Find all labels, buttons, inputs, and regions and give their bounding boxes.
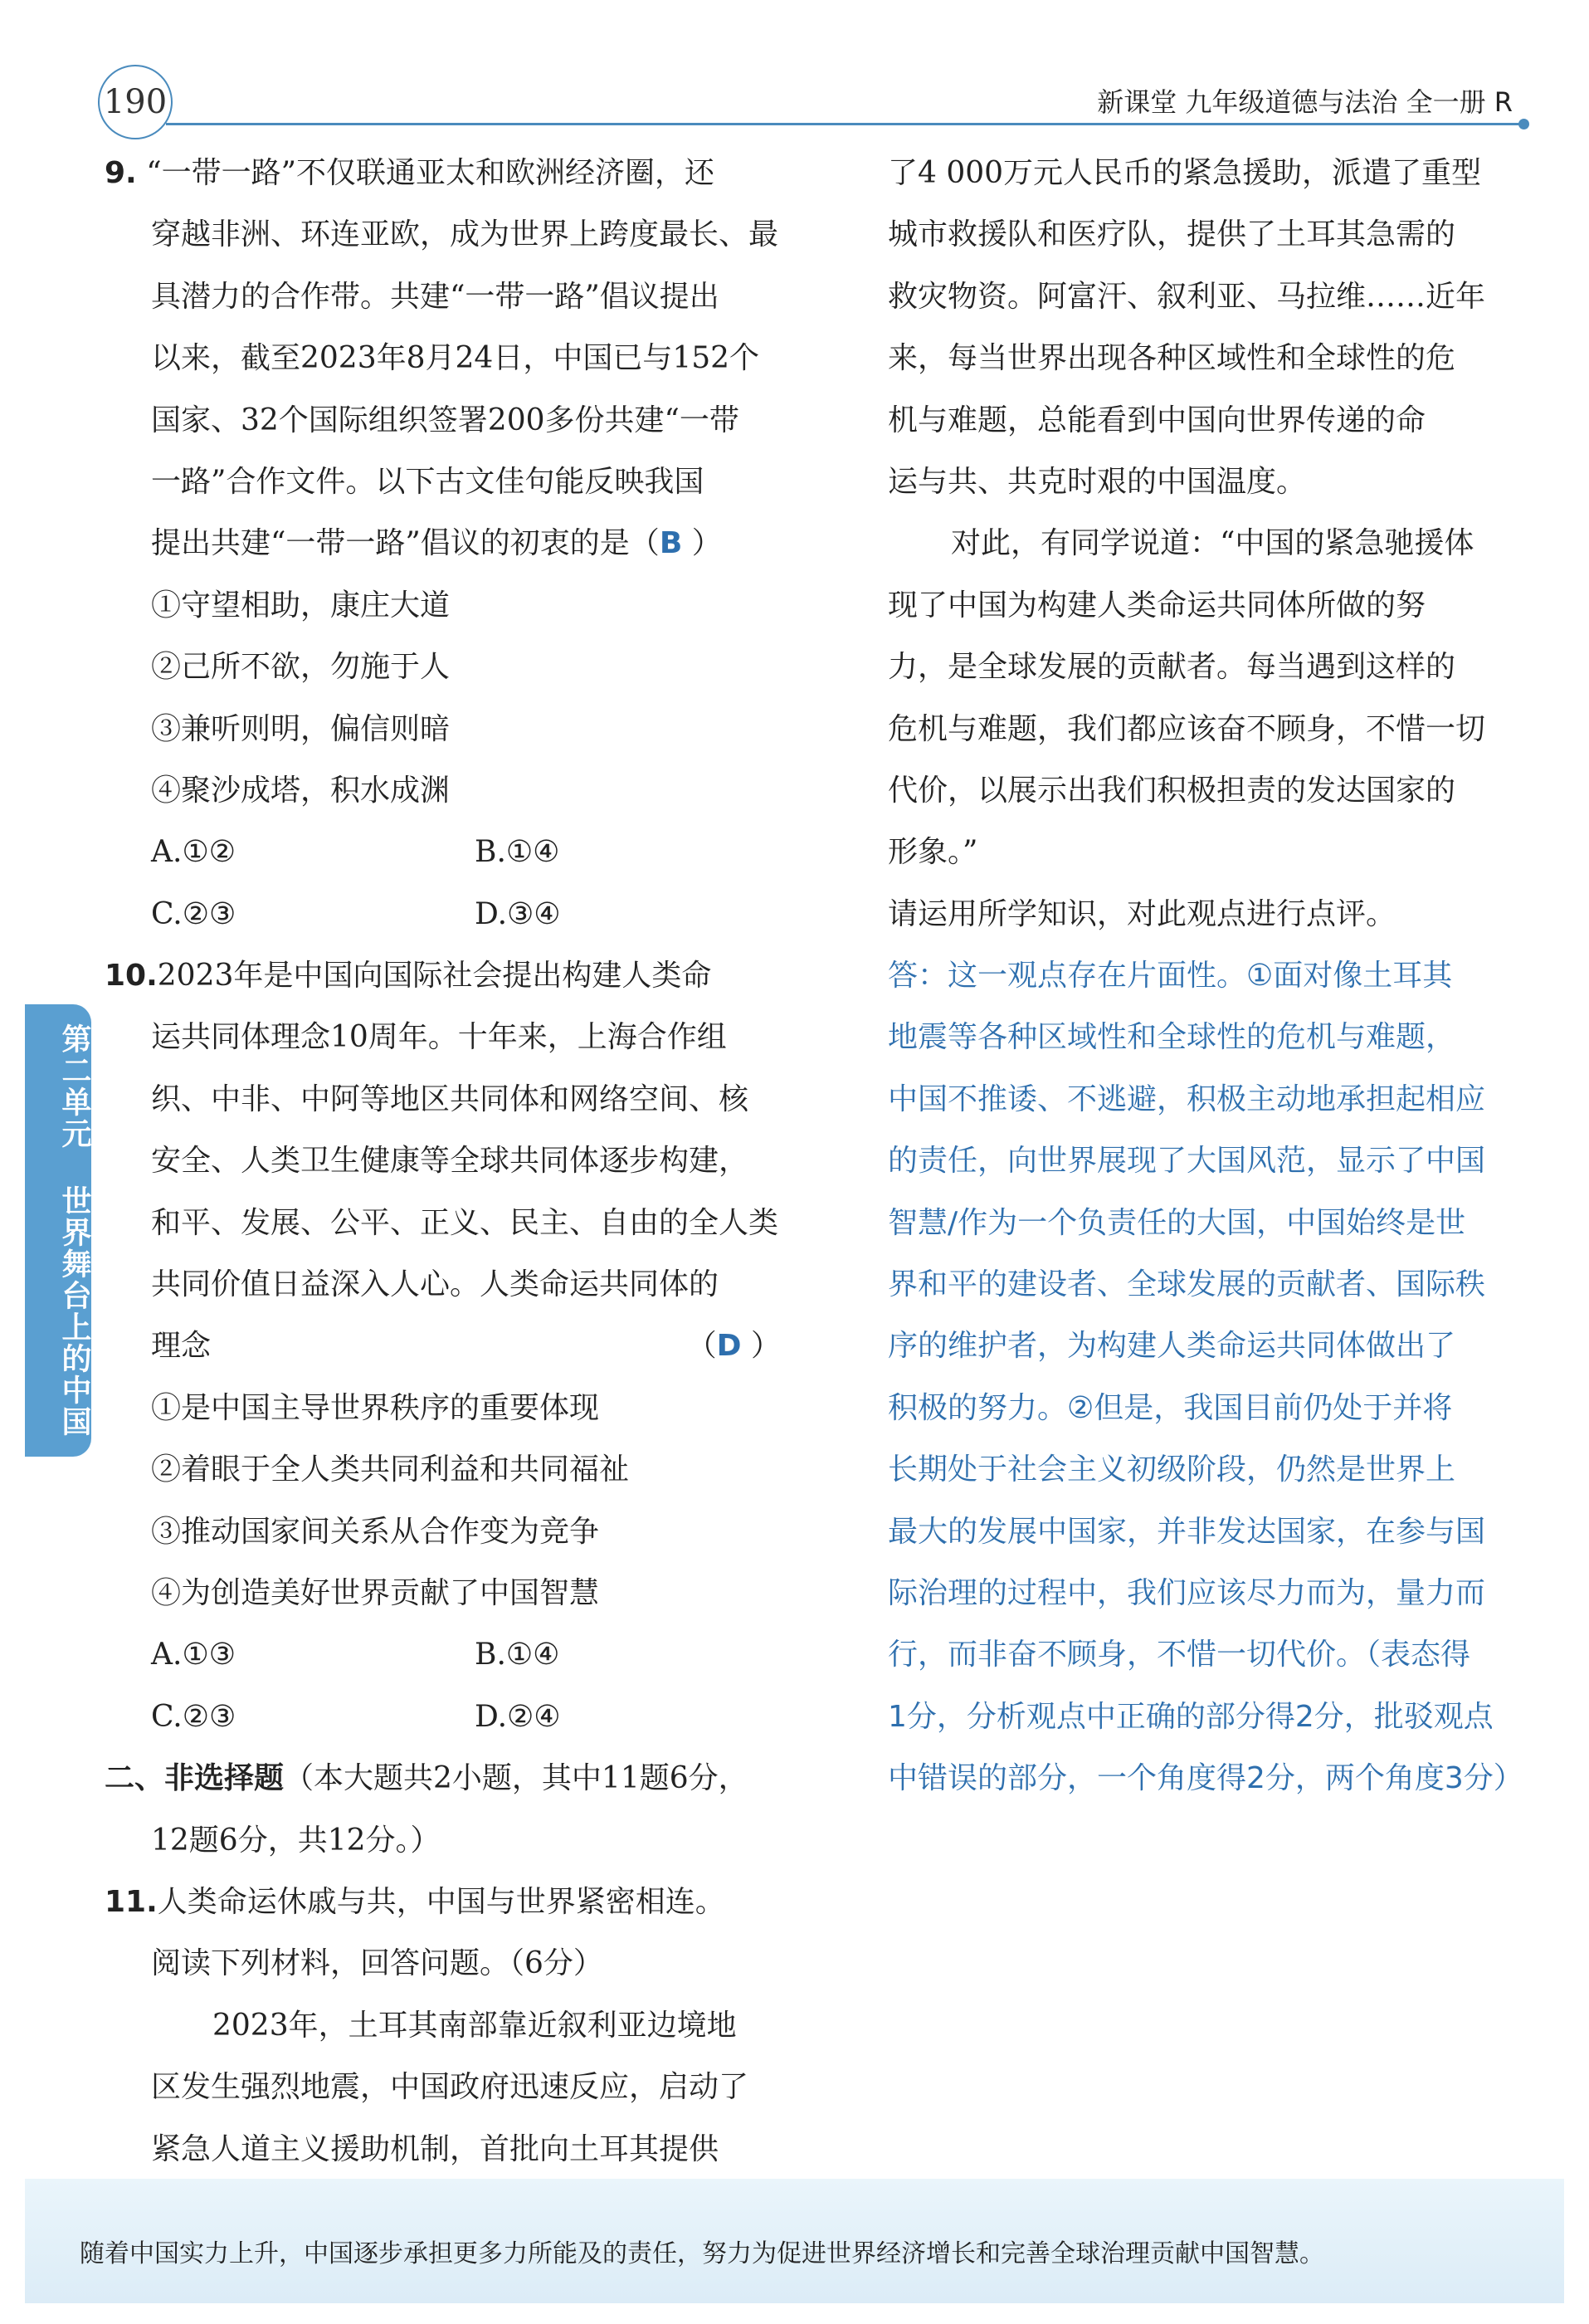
answer-line-14: 中错误的部分，一个角度得2分，两个角度3分） <box>888 1761 1523 1796</box>
q11-number: 11. <box>105 1884 158 1919</box>
q10-line-6 <box>105 1316 781 1377</box>
page-number: 190 <box>98 65 173 139</box>
q9-options-row-2 <box>105 884 781 945</box>
material-cont-1: 了4 000万元人民币的紧急援助，派遣了重型 <box>888 156 1482 190</box>
q9-stem-end: 提出共建“一带一路”倡议的初衷的是（ <box>151 526 660 561</box>
q10-close: ） <box>750 1329 781 1364</box>
q9-number: 9. <box>105 156 137 190</box>
q9-option-a: A.①② <box>151 835 236 870</box>
answer-line-11: 际治理的过程中，我们应该尽力而为，量力而 <box>888 1575 1486 1610</box>
q11-line-1 <box>105 1872 781 1933</box>
header-dot <box>1518 119 1529 129</box>
q10-line-4: 和平、发展、公平、正义、民主、自由的全人类 <box>151 1205 779 1240</box>
question-10 <box>105 945 781 1748</box>
answer-line-5: 智慧/作为一个负责任的大国，中国始终是世 <box>888 1205 1466 1240</box>
q11-line-2: 阅读下列材料，回答问题。（6分） <box>151 1946 603 1981</box>
q10-option-a: A.①③ <box>151 1638 236 1672</box>
q10-line-2: 织、中非、中阿等地区共同体和网络空间、核 <box>151 1081 749 1116</box>
q10-open: （ <box>686 1329 717 1364</box>
opinion-1: 对此，有同学说道：“中国的紧急驰援体 <box>951 526 1474 561</box>
q10-options-row-1 <box>105 1624 781 1686</box>
q9-options-row-1 <box>105 822 781 883</box>
answer-line-1: 答：这一观点存在片面性。①面对像土耳其 <box>888 959 1453 994</box>
q10-text: 2023年是中国向国际社会提出构建人类命 <box>157 959 712 994</box>
q9-line-4: 国家、32个国际组织签署200多份共建“一带 <box>151 403 739 437</box>
q11-material-1: 2023年，土耳其南部靠近叙利亚边境地 <box>212 2008 737 2043</box>
material-cont-4: 来，每当世界出现各种区域性和全球性的危 <box>888 341 1456 376</box>
q10-item-1: ①是中国主导世界秩序的重要体现 <box>151 1390 600 1425</box>
q10-stem-end: 理念 <box>151 1329 212 1364</box>
q9-item-1: ①守望相助，康庄大道 <box>151 588 451 622</box>
q10-options-row-2 <box>105 1687 781 1748</box>
q10-option-b: B.①④ <box>475 1638 560 1672</box>
material-cont-5: 机与难题，总能看到中国向世界传递的命 <box>888 403 1426 437</box>
q9-option-c: C.②③ <box>151 896 236 931</box>
q10-option-c: C.②③ <box>151 1699 236 1734</box>
answer-line-2: 地震等各种区域性和全球性的危机与难题， <box>888 1020 1456 1055</box>
opinion-6: 形象。” <box>888 835 978 870</box>
opinion-2: 现了中国为构建人类命运共同体所做的努 <box>888 588 1426 622</box>
q10-item-2: ②着眼于全人类共同利益和共同福祉 <box>151 1452 630 1487</box>
section-2-line-2: 12题6分，共12分。） <box>151 1823 441 1858</box>
footer-text: 随着中国实力上升，中国逐步承担更多力所能及的责任，努力为促进世界经济增长和完善全球治理贡献中国智慧。 <box>80 2239 1324 2268</box>
q10-item-4: ④为创造美好世界贡献了中国智慧 <box>151 1575 600 1610</box>
q10-line-1: 运共同体理念10周年。十年来，上海合作组 <box>151 1020 727 1055</box>
opinion-3: 力，是全球发展的贡献者。每当遇到这样的 <box>888 650 1456 685</box>
section-2 <box>105 1748 781 1872</box>
q11-text: 人类命运休戚与共，中国与世界紧密相连。 <box>157 1884 725 1919</box>
task-prompt: 请运用所学知识，对此观点进行点评。 <box>888 896 1396 931</box>
section-2-heading: 二、非选择题 <box>105 1761 285 1796</box>
q10-answer-bracket <box>687 1316 781 1377</box>
material-cont-2: 城市救援队和医疗队，提供了土耳其急需的 <box>888 217 1456 252</box>
q9-close: ） <box>691 526 722 561</box>
q9-item-4: ④聚沙成塔，积水成渊 <box>151 773 451 808</box>
q9-line-2: 具潜力的合作带。共建“一带一路”倡议提出 <box>151 279 719 314</box>
answer-line-10: 最大的发展中国家，并非发达国家，在参与国 <box>888 1514 1486 1549</box>
q11-material-2: 区发生强烈地震，中国政府迅速反应，启动了 <box>151 2070 749 2105</box>
side-tab: 第二单元 世界舞台上的中国 <box>25 1004 91 1457</box>
question-11 <box>105 1872 781 2180</box>
q9-option-b: B.①④ <box>475 835 560 870</box>
q9-line-1: 穿越非洲、环连亚欧，成为世界上跨度最长、最 <box>151 217 779 252</box>
q9-item-3: ③兼听则明，偏信则暗 <box>151 711 451 746</box>
q10-item-3: ③推动国家间关系从合作变为竞争 <box>151 1514 600 1549</box>
q10-line-0 <box>105 945 781 1007</box>
left-column <box>105 143 781 2180</box>
right-column <box>888 143 1523 1810</box>
answer-line-12: 行，而非奋不顾身，不惜一切代价。（表态得 <box>888 1638 1471 1672</box>
q9-option-d: D.③④ <box>475 896 561 931</box>
section-2-desc: （本大题共2小题，其中11题6分， <box>284 1761 748 1796</box>
question-9 <box>105 143 781 945</box>
q9-line-3: 以来，截至2023年8月24日，中国已与152个 <box>151 341 760 376</box>
q9-line-6 <box>105 513 781 574</box>
answer-line-4: 的责任，向世界展现了大国风范，显示了中国 <box>888 1144 1486 1179</box>
section-2-line-1 <box>105 1748 781 1809</box>
answer-line-3: 中国不推诿、不逃避，积极主动地承担起相应 <box>888 1081 1486 1116</box>
q10-line-5: 共同价值日益深入人心。人类命运共同体的 <box>151 1267 719 1302</box>
answer-line-13: 1分，分析观点中正确的部分得2分，批驳观点 <box>888 1699 1494 1734</box>
q9-line-0 <box>105 143 781 204</box>
answer-line-7: 序的维护者，为构建人类命运共同体做出了 <box>888 1329 1456 1364</box>
header-title: 新课堂 九年级道德与法治 全一册 R <box>1097 86 1513 118</box>
q9-answer: B <box>659 526 683 561</box>
q10-option-d: D.②④ <box>475 1699 561 1734</box>
answer-line-9: 长期处于社会主义初级阶段，仍然是世界上 <box>888 1452 1456 1487</box>
q10-answer: D <box>716 1329 742 1364</box>
material-cont-6: 运与共、共克时艰的中国温度。 <box>888 464 1307 499</box>
material-cont-3: 救灾物资。阿富汗、叙利亚、马拉维……近年 <box>888 279 1486 314</box>
q10-line-3: 安全、人类卫生健康等全球共同体逐步构建， <box>151 1144 749 1179</box>
q10-number: 10. <box>105 959 158 994</box>
q9-text: “一带一路”不仅联通亚太和欧洲经济圈，还 <box>146 156 714 190</box>
answer-line-8: 积极的努力。②但是，我国目前仍处于并将 <box>888 1390 1453 1425</box>
q9-line-5: 一路”合作文件。以下古文佳句能反映我国 <box>151 464 704 499</box>
opinion-4: 危机与难题，我们都应该奋不顾身，不惜一切 <box>888 711 1486 746</box>
opinion-5: 代价，以展示出我们积极担责的发达国家的 <box>888 773 1456 808</box>
answer-line-6: 界和平的建设者、全球发展的贡献者、国际秩 <box>888 1267 1486 1302</box>
header-rule <box>166 123 1523 125</box>
q11-material-3: 紧急人道主义援助机制，首批向土耳其提供 <box>151 2131 719 2166</box>
q9-item-2: ②己所不欲，勿施于人 <box>151 650 451 685</box>
